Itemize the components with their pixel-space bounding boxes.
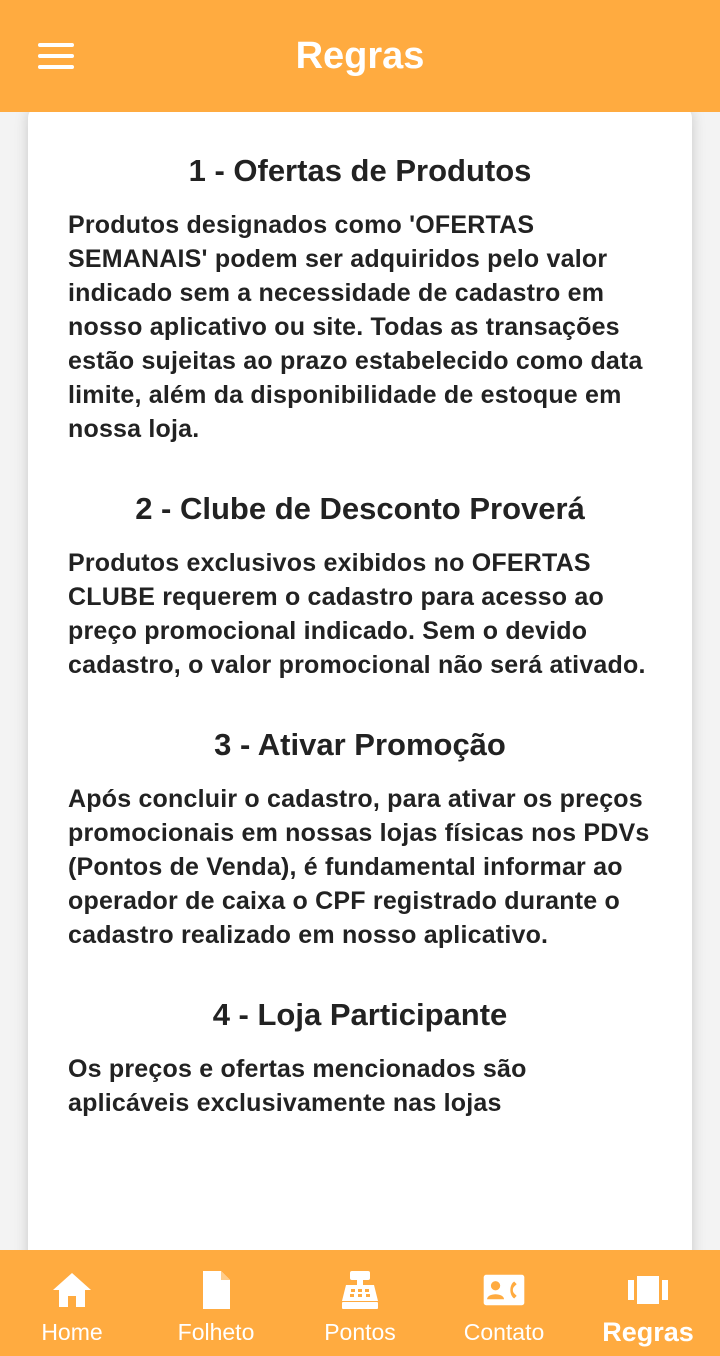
nav-item-folheto[interactable]: [144, 1250, 288, 1356]
cash-register-icon: [338, 1268, 382, 1312]
bottom-navigation: [0, 1250, 720, 1356]
nav-label: Pontos: [324, 1319, 396, 1345]
nav-item-contato[interactable]: [432, 1250, 576, 1356]
rule-text: Produtos exclusivos exibidos no OFERTAS CLUBE requerem o cadastro para acesso ao preço promocional indicado. Sem o devido cadastro, o valor promocional não será ativado.: [68, 549, 646, 679]
nav-label: Home: [41, 1319, 103, 1345]
document-icon: [194, 1268, 238, 1312]
rule-section-3: [68, 726, 652, 952]
rule-section-1: [68, 152, 652, 446]
nav-label: Contato: [463, 1319, 545, 1345]
rule-section-2: [68, 490, 652, 682]
rules-card[interactable]: [28, 106, 692, 1356]
rule-text: Produtos designados como 'OFERTAS SEMANAIS' podem ser adquiridos pelo valor indicado sem a necessidade de cadastro em nosso aplicativo ou site. Todas as transações estão sujeitas ao prazo estabelecido como data limite, além da disponibilidade de estoque em nossa loja.: [68, 211, 643, 443]
nav-item-regras[interactable]: [576, 1250, 720, 1356]
home-icon: [50, 1268, 94, 1312]
rule-title: 4 - Loja Participante: [212, 997, 508, 1032]
rule-text: Após concluir o cadastro, para ativar os preços promocionais em nossas lojas físicas nos PDVs (Pontos de Venda), é fundamental informar ao operador de caixa o CPF registrado durante o cadastro realizado em nosso aplicativo.: [68, 785, 650, 949]
rule-title: 2 - Clube de Desconto Proverá: [135, 491, 585, 526]
rule-title: 3 - Ativar Promoção: [214, 727, 506, 762]
contact-card-icon: [482, 1268, 526, 1312]
rule-title: 1 - Ofertas de Produtos: [188, 153, 532, 188]
nav-item-pontos[interactable]: [288, 1250, 432, 1356]
nav-item-home[interactable]: [0, 1250, 144, 1356]
app-header: [0, 0, 720, 112]
nav-label: Regras: [602, 1317, 694, 1347]
rule-section-4: [68, 996, 652, 1120]
rule-text: Os preços e ofertas mencionados são aplicáveis exclusivamente nas lojas: [68, 1055, 527, 1117]
page-title: Regras: [295, 35, 425, 77]
nav-label: Folheto: [177, 1319, 255, 1345]
carousel-icon: [626, 1268, 670, 1312]
